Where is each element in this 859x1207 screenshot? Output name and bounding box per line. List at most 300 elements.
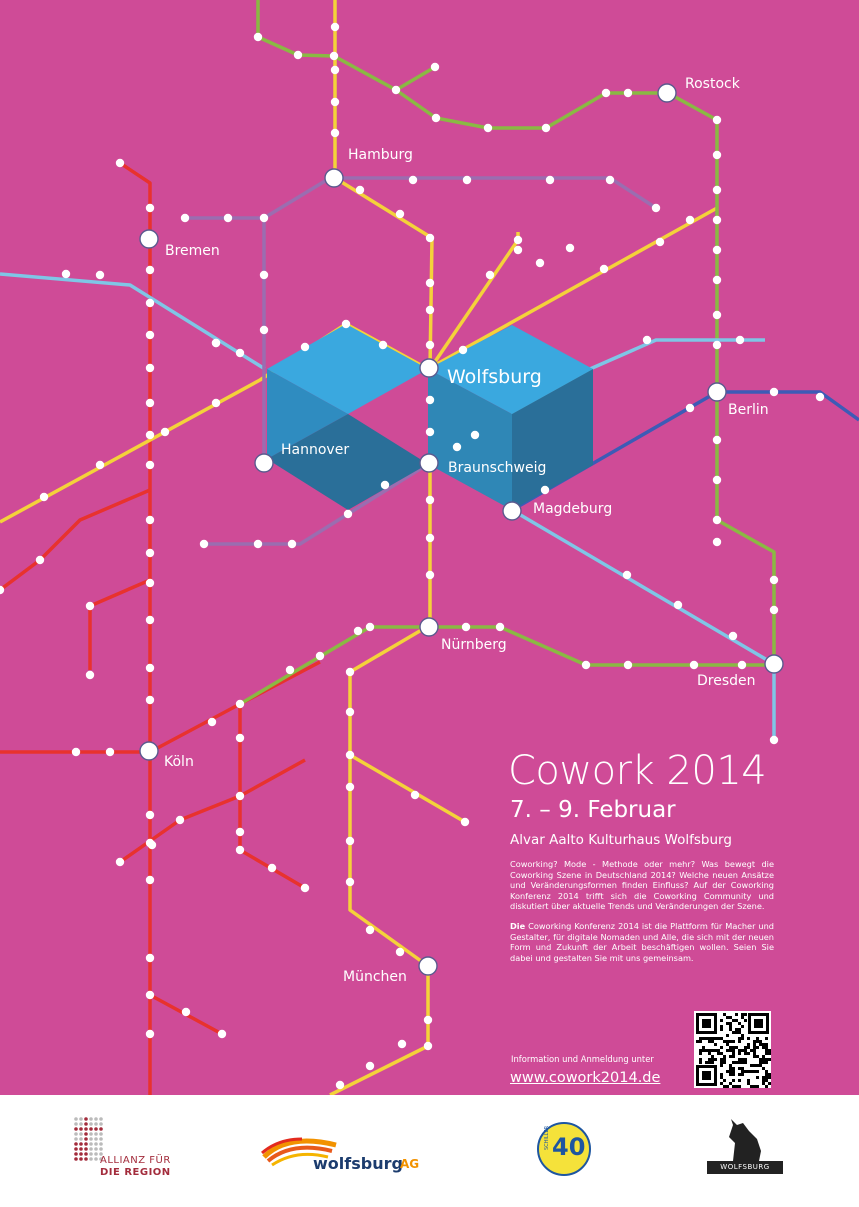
station-dot bbox=[346, 878, 354, 886]
station-dot bbox=[181, 214, 189, 222]
qr-module bbox=[735, 1019, 738, 1022]
qr-module bbox=[765, 1046, 768, 1049]
qr-module bbox=[741, 1016, 744, 1019]
station-dot bbox=[426, 496, 434, 504]
qr-module bbox=[765, 1052, 768, 1055]
station-dot bbox=[432, 114, 440, 122]
station-dot bbox=[268, 864, 276, 872]
allianz-dot bbox=[94, 1147, 98, 1151]
qr-module bbox=[762, 1055, 765, 1058]
qr-module bbox=[729, 1040, 732, 1043]
qr-module bbox=[732, 1073, 735, 1076]
city-hannover: Hannover bbox=[281, 442, 350, 458]
station-dot bbox=[366, 1062, 374, 1070]
qr-module bbox=[768, 1076, 771, 1079]
station-dot bbox=[409, 176, 417, 184]
qr-module bbox=[729, 1067, 732, 1070]
qr-module bbox=[699, 1037, 702, 1040]
station-magdeburg bbox=[503, 502, 521, 520]
city-hamburg: Hamburg bbox=[348, 147, 413, 163]
city-koeln: Köln bbox=[164, 754, 194, 770]
qr-module bbox=[702, 1049, 705, 1052]
qr-module bbox=[762, 1046, 765, 1049]
qr-module bbox=[756, 1046, 759, 1049]
station-dot bbox=[424, 1042, 432, 1050]
city-wolfsburg: Wolfsburg bbox=[447, 366, 542, 388]
station-dot bbox=[674, 601, 682, 609]
station-dot bbox=[713, 116, 721, 124]
station-dot bbox=[254, 33, 262, 41]
qr-module bbox=[711, 1049, 714, 1052]
qr-module bbox=[747, 1043, 750, 1046]
station-dot bbox=[713, 186, 721, 194]
qr-module bbox=[711, 1058, 714, 1061]
station-dot bbox=[602, 89, 610, 97]
metro-line-14 bbox=[0, 274, 265, 369]
qr-module bbox=[711, 1061, 714, 1064]
qr-module bbox=[720, 1037, 723, 1040]
qr-module bbox=[765, 1073, 768, 1076]
qr-module bbox=[720, 1025, 723, 1028]
station-dot bbox=[816, 393, 824, 401]
metro-line-2 bbox=[0, 490, 150, 590]
station-dot bbox=[146, 579, 154, 587]
qr-module bbox=[744, 1070, 747, 1073]
allianz-dot bbox=[74, 1122, 78, 1126]
qr-module bbox=[747, 1070, 750, 1073]
station-dot bbox=[106, 748, 114, 756]
station-dot bbox=[146, 876, 154, 884]
station-koeln bbox=[140, 742, 158, 760]
station-dot bbox=[146, 431, 154, 439]
allianz-dot bbox=[74, 1157, 78, 1161]
qr-module bbox=[708, 1037, 711, 1040]
allianz-dot bbox=[89, 1127, 93, 1131]
allianz-dot bbox=[84, 1117, 88, 1121]
station-dot bbox=[294, 51, 302, 59]
station-dot bbox=[146, 331, 154, 339]
station-dot bbox=[148, 841, 156, 849]
station-dot bbox=[713, 538, 721, 546]
allianz-dot bbox=[74, 1147, 78, 1151]
allianz-dot bbox=[84, 1142, 88, 1146]
qr-module bbox=[708, 1061, 711, 1064]
qr-module bbox=[708, 1058, 711, 1061]
qr-module bbox=[768, 1049, 771, 1052]
station-dot bbox=[346, 751, 354, 759]
station-dot bbox=[713, 276, 721, 284]
station-dot bbox=[426, 306, 434, 314]
qr-module bbox=[738, 1067, 741, 1070]
qr-module bbox=[705, 1061, 708, 1064]
qr-module bbox=[756, 1085, 759, 1088]
qr-module bbox=[732, 1046, 735, 1049]
station-dot bbox=[331, 66, 339, 74]
qr-code[interactable] bbox=[694, 1011, 771, 1088]
allianz-dot bbox=[99, 1122, 103, 1126]
station-dot bbox=[146, 266, 154, 274]
station-dot bbox=[236, 828, 244, 836]
station-dot bbox=[379, 341, 387, 349]
allianz-dot bbox=[79, 1152, 83, 1156]
station-dot bbox=[331, 23, 339, 31]
city-rostock: Rostock bbox=[685, 76, 740, 92]
metro-line-15 bbox=[512, 510, 774, 740]
station-dot bbox=[411, 791, 419, 799]
qr-module bbox=[756, 1076, 759, 1079]
city-dresden: Dresden bbox=[697, 673, 756, 689]
allianz-dot bbox=[94, 1132, 98, 1136]
qr-module bbox=[753, 1055, 756, 1058]
station-dot bbox=[686, 216, 694, 224]
station-dot bbox=[346, 837, 354, 845]
city-nuernberg: Nürnberg bbox=[441, 637, 507, 653]
city-magdeburg: Magdeburg bbox=[533, 501, 613, 517]
qr-finder-core bbox=[702, 1019, 711, 1028]
qr-module bbox=[714, 1043, 717, 1046]
allianz-dot bbox=[84, 1137, 88, 1141]
qr-module bbox=[729, 1049, 732, 1052]
paragraph-lead: Die bbox=[510, 920, 526, 931]
qr-module bbox=[726, 1034, 729, 1037]
station-dot bbox=[770, 736, 778, 744]
station-dot bbox=[146, 1030, 154, 1038]
station-hamburg bbox=[325, 169, 343, 187]
qr-module bbox=[726, 1085, 729, 1088]
qr-module bbox=[723, 1013, 726, 1016]
metro-line-5 bbox=[240, 704, 305, 888]
qr-module bbox=[738, 1079, 741, 1082]
qr-module bbox=[729, 1055, 732, 1058]
qr-module bbox=[729, 1022, 732, 1025]
allianz-dot bbox=[99, 1142, 103, 1146]
station-dot bbox=[316, 652, 324, 660]
station-dot bbox=[542, 124, 550, 132]
qr-module bbox=[765, 1058, 768, 1061]
metro-line-1 bbox=[90, 580, 150, 670]
qr-module bbox=[723, 1055, 726, 1058]
qr-module bbox=[753, 1085, 756, 1088]
qr-module bbox=[744, 1052, 747, 1055]
qr-module bbox=[723, 1058, 726, 1061]
station-dot bbox=[116, 159, 124, 167]
station-hannover bbox=[255, 454, 273, 472]
station-dot bbox=[713, 311, 721, 319]
qr-module bbox=[744, 1019, 747, 1022]
qr-module bbox=[762, 1079, 765, 1082]
station-dot bbox=[738, 661, 746, 669]
qr-module bbox=[759, 1058, 762, 1061]
qr-module bbox=[750, 1070, 753, 1073]
station-braunschweig bbox=[420, 454, 438, 472]
station-dot bbox=[146, 549, 154, 557]
qr-module bbox=[720, 1046, 723, 1049]
station-dot bbox=[366, 623, 374, 631]
station-dot bbox=[536, 259, 544, 267]
qr-module bbox=[699, 1040, 702, 1043]
qr-module bbox=[744, 1058, 747, 1061]
station-dot bbox=[346, 783, 354, 791]
station-bremen bbox=[140, 230, 158, 248]
qr-module bbox=[732, 1070, 735, 1073]
qr-module bbox=[717, 1037, 720, 1040]
station-dot bbox=[381, 481, 389, 489]
allianz-dot bbox=[99, 1132, 103, 1136]
wolfsburg-wolf-label: WOLFSBURG bbox=[707, 1161, 783, 1174]
station-dot bbox=[286, 666, 294, 674]
allianz-dot bbox=[94, 1122, 98, 1126]
station-berlin bbox=[708, 383, 726, 401]
qr-module bbox=[768, 1058, 771, 1061]
station-nuernberg bbox=[420, 618, 438, 636]
qr-module bbox=[699, 1052, 702, 1055]
qr-module bbox=[768, 1073, 771, 1076]
station-dot bbox=[729, 632, 737, 640]
station-dot bbox=[431, 63, 439, 71]
allianz-dot bbox=[94, 1127, 98, 1131]
qr-module bbox=[729, 1064, 732, 1067]
station-dot bbox=[462, 623, 470, 631]
station-dot bbox=[331, 129, 339, 137]
station-dot bbox=[426, 571, 434, 579]
station-dot bbox=[486, 271, 494, 279]
allianz-dot bbox=[89, 1132, 93, 1136]
station-dot bbox=[301, 884, 309, 892]
event-dates: 7. – 9. Februar bbox=[510, 797, 676, 823]
qr-module bbox=[756, 1064, 759, 1067]
allianz-dot bbox=[79, 1142, 83, 1146]
qr-module bbox=[747, 1082, 750, 1085]
station-dot bbox=[600, 265, 608, 273]
allianz-dot bbox=[99, 1147, 103, 1151]
station-dot bbox=[236, 792, 244, 800]
qr-module bbox=[738, 1049, 741, 1052]
station-dot bbox=[398, 1040, 406, 1048]
allianz-logo bbox=[70, 1113, 180, 1183]
station-dot bbox=[426, 341, 434, 349]
schiller40-top: SCHILLER bbox=[544, 1125, 550, 1150]
station-dot bbox=[146, 364, 154, 372]
station-dot bbox=[62, 270, 70, 278]
station-dot bbox=[713, 151, 721, 159]
qr-module bbox=[759, 1040, 762, 1043]
qr-module bbox=[741, 1037, 744, 1040]
qr-module bbox=[765, 1061, 768, 1064]
station-dot bbox=[624, 89, 632, 97]
station-dot bbox=[623, 571, 631, 579]
allianz-dot bbox=[79, 1137, 83, 1141]
station-dot bbox=[86, 671, 94, 679]
station-dot bbox=[582, 661, 590, 669]
station-dot bbox=[643, 336, 651, 344]
qr-module bbox=[699, 1061, 702, 1064]
qr-module bbox=[762, 1082, 765, 1085]
station-dot bbox=[346, 708, 354, 716]
qr-module bbox=[735, 1046, 738, 1049]
qr-module bbox=[729, 1016, 732, 1019]
station-dot bbox=[336, 1081, 344, 1089]
station-dot bbox=[514, 236, 522, 244]
qr-module bbox=[750, 1064, 753, 1067]
qr-module bbox=[720, 1082, 723, 1085]
qr-module bbox=[717, 1052, 720, 1055]
station-dot bbox=[713, 476, 721, 484]
station-dot bbox=[146, 991, 154, 999]
station-dresden bbox=[765, 655, 783, 673]
station-dot bbox=[40, 493, 48, 501]
allianz-dot bbox=[89, 1147, 93, 1151]
station-rostock bbox=[658, 84, 676, 102]
station-dot bbox=[236, 700, 244, 708]
qr-module bbox=[732, 1067, 735, 1070]
qr-module bbox=[747, 1046, 750, 1049]
wolfsburg-ag-name: wolfsburg bbox=[313, 1154, 403, 1173]
qr-module bbox=[753, 1052, 756, 1055]
station-dot bbox=[426, 534, 434, 542]
station-dot bbox=[624, 661, 632, 669]
allianz-dot bbox=[74, 1132, 78, 1136]
qr-module bbox=[765, 1079, 768, 1082]
qr-module bbox=[726, 1040, 729, 1043]
station-dot bbox=[260, 214, 268, 222]
qr-module bbox=[741, 1061, 744, 1064]
qr-module bbox=[759, 1064, 762, 1067]
allianz-dot bbox=[89, 1117, 93, 1121]
qr-module bbox=[744, 1061, 747, 1064]
qr-module bbox=[699, 1058, 702, 1061]
qr-module bbox=[738, 1085, 741, 1088]
station-dot bbox=[652, 204, 660, 212]
qr-module bbox=[696, 1040, 699, 1043]
allianz-dot bbox=[94, 1142, 98, 1146]
station-dot bbox=[496, 623, 504, 631]
qr-module bbox=[738, 1022, 741, 1025]
station-dot bbox=[606, 176, 614, 184]
qr-module bbox=[735, 1013, 738, 1016]
station-dot bbox=[396, 948, 404, 956]
station-dot bbox=[146, 954, 154, 962]
qr-module bbox=[735, 1085, 738, 1088]
qr-finder-core bbox=[754, 1019, 763, 1028]
qr-module bbox=[735, 1061, 738, 1064]
qr-module bbox=[744, 1013, 747, 1016]
metro-line-3 bbox=[0, 662, 320, 752]
allianz-line2: DIE REGION bbox=[100, 1167, 171, 1178]
qr-module bbox=[762, 1067, 765, 1070]
allianz-dot bbox=[79, 1132, 83, 1136]
qr-module bbox=[729, 1073, 732, 1076]
city-braunschweig: Braunschweig bbox=[448, 460, 547, 476]
allianz-dot bbox=[94, 1152, 98, 1156]
qr-module bbox=[753, 1064, 756, 1067]
qr-module bbox=[720, 1019, 723, 1022]
station-dot bbox=[146, 664, 154, 672]
qr-module bbox=[717, 1049, 720, 1052]
qr-module bbox=[744, 1046, 747, 1049]
station-dot bbox=[260, 271, 268, 279]
qr-module bbox=[702, 1037, 705, 1040]
qr-module bbox=[714, 1058, 717, 1061]
qr-module bbox=[750, 1049, 753, 1052]
station-dot bbox=[330, 52, 338, 60]
qr-module bbox=[738, 1052, 741, 1055]
station-dot bbox=[356, 186, 364, 194]
city-berlin: Berlin bbox=[728, 402, 769, 418]
allianz-dot bbox=[89, 1137, 93, 1141]
allianz-dot bbox=[79, 1147, 83, 1151]
metro-line-7 bbox=[330, 0, 432, 1095]
allianz-dots-icon bbox=[72, 1115, 112, 1175]
qr-module bbox=[711, 1055, 714, 1058]
qr-module bbox=[765, 1037, 768, 1040]
city-bremen: Bremen bbox=[165, 243, 220, 259]
wolfsburg-ag-logo bbox=[258, 1135, 428, 1180]
qr-module bbox=[729, 1046, 732, 1049]
allianz-dot bbox=[84, 1152, 88, 1156]
event-url-link[interactable]: www.cowork2014.de bbox=[510, 1070, 661, 1086]
qr-module bbox=[726, 1016, 729, 1019]
event-info bbox=[508, 748, 774, 963]
station-dot bbox=[396, 210, 404, 218]
allianz-dot bbox=[84, 1157, 88, 1161]
qr-module bbox=[759, 1061, 762, 1064]
station-dot bbox=[146, 616, 154, 624]
qr-module bbox=[702, 1046, 705, 1049]
station-dot bbox=[426, 234, 434, 242]
qr-module bbox=[726, 1049, 729, 1052]
allianz-dot bbox=[94, 1157, 98, 1161]
qr-module bbox=[750, 1085, 753, 1088]
station-dot bbox=[236, 846, 244, 854]
qr-module bbox=[720, 1064, 723, 1067]
qr-module bbox=[741, 1073, 744, 1076]
station-dot bbox=[690, 661, 698, 669]
qr-module bbox=[732, 1079, 735, 1082]
qr-module bbox=[732, 1031, 735, 1034]
qr-module bbox=[726, 1070, 729, 1073]
qr-module bbox=[738, 1037, 741, 1040]
station-dot bbox=[254, 540, 262, 548]
allianz-dot bbox=[99, 1137, 103, 1141]
qr-module bbox=[720, 1076, 723, 1079]
wolf-icon bbox=[715, 1117, 775, 1162]
station-dot bbox=[212, 339, 220, 347]
qr-module bbox=[732, 1040, 735, 1043]
qr-module bbox=[729, 1028, 732, 1031]
qr-module bbox=[705, 1037, 708, 1040]
qr-module bbox=[726, 1043, 729, 1046]
station-dot bbox=[770, 576, 778, 584]
station-dot bbox=[424, 1016, 432, 1024]
registration-label: Information und Anmeldung unter bbox=[511, 1054, 654, 1064]
metro-line-0 bbox=[120, 163, 150, 1095]
station-dot bbox=[713, 516, 721, 524]
allianz-line1: ALLIANZ FÜR bbox=[100, 1155, 171, 1166]
qr-module bbox=[762, 1061, 765, 1064]
station-dot bbox=[224, 214, 232, 222]
allianz-dot bbox=[89, 1157, 93, 1161]
station-dot bbox=[96, 271, 104, 279]
schiller40-logo bbox=[535, 1120, 595, 1180]
station-dot bbox=[514, 246, 522, 254]
station-dot bbox=[426, 396, 434, 404]
station-dot bbox=[176, 816, 184, 824]
paragraph-body: Coworking Konferenz 2014 ist die Plattform für Macher und Gestalter, für digitale Nomaden und Alle, die sich mit der neuen Form und Zukunft der Arbeit beschäftigen wollen. Seien Sie dabei und gestalten Sie mit uns gemeinsam. bbox=[510, 920, 774, 963]
qr-module bbox=[741, 1049, 744, 1052]
station-dot bbox=[260, 326, 268, 334]
qr-module bbox=[732, 1061, 735, 1064]
allianz-dot bbox=[94, 1117, 98, 1121]
